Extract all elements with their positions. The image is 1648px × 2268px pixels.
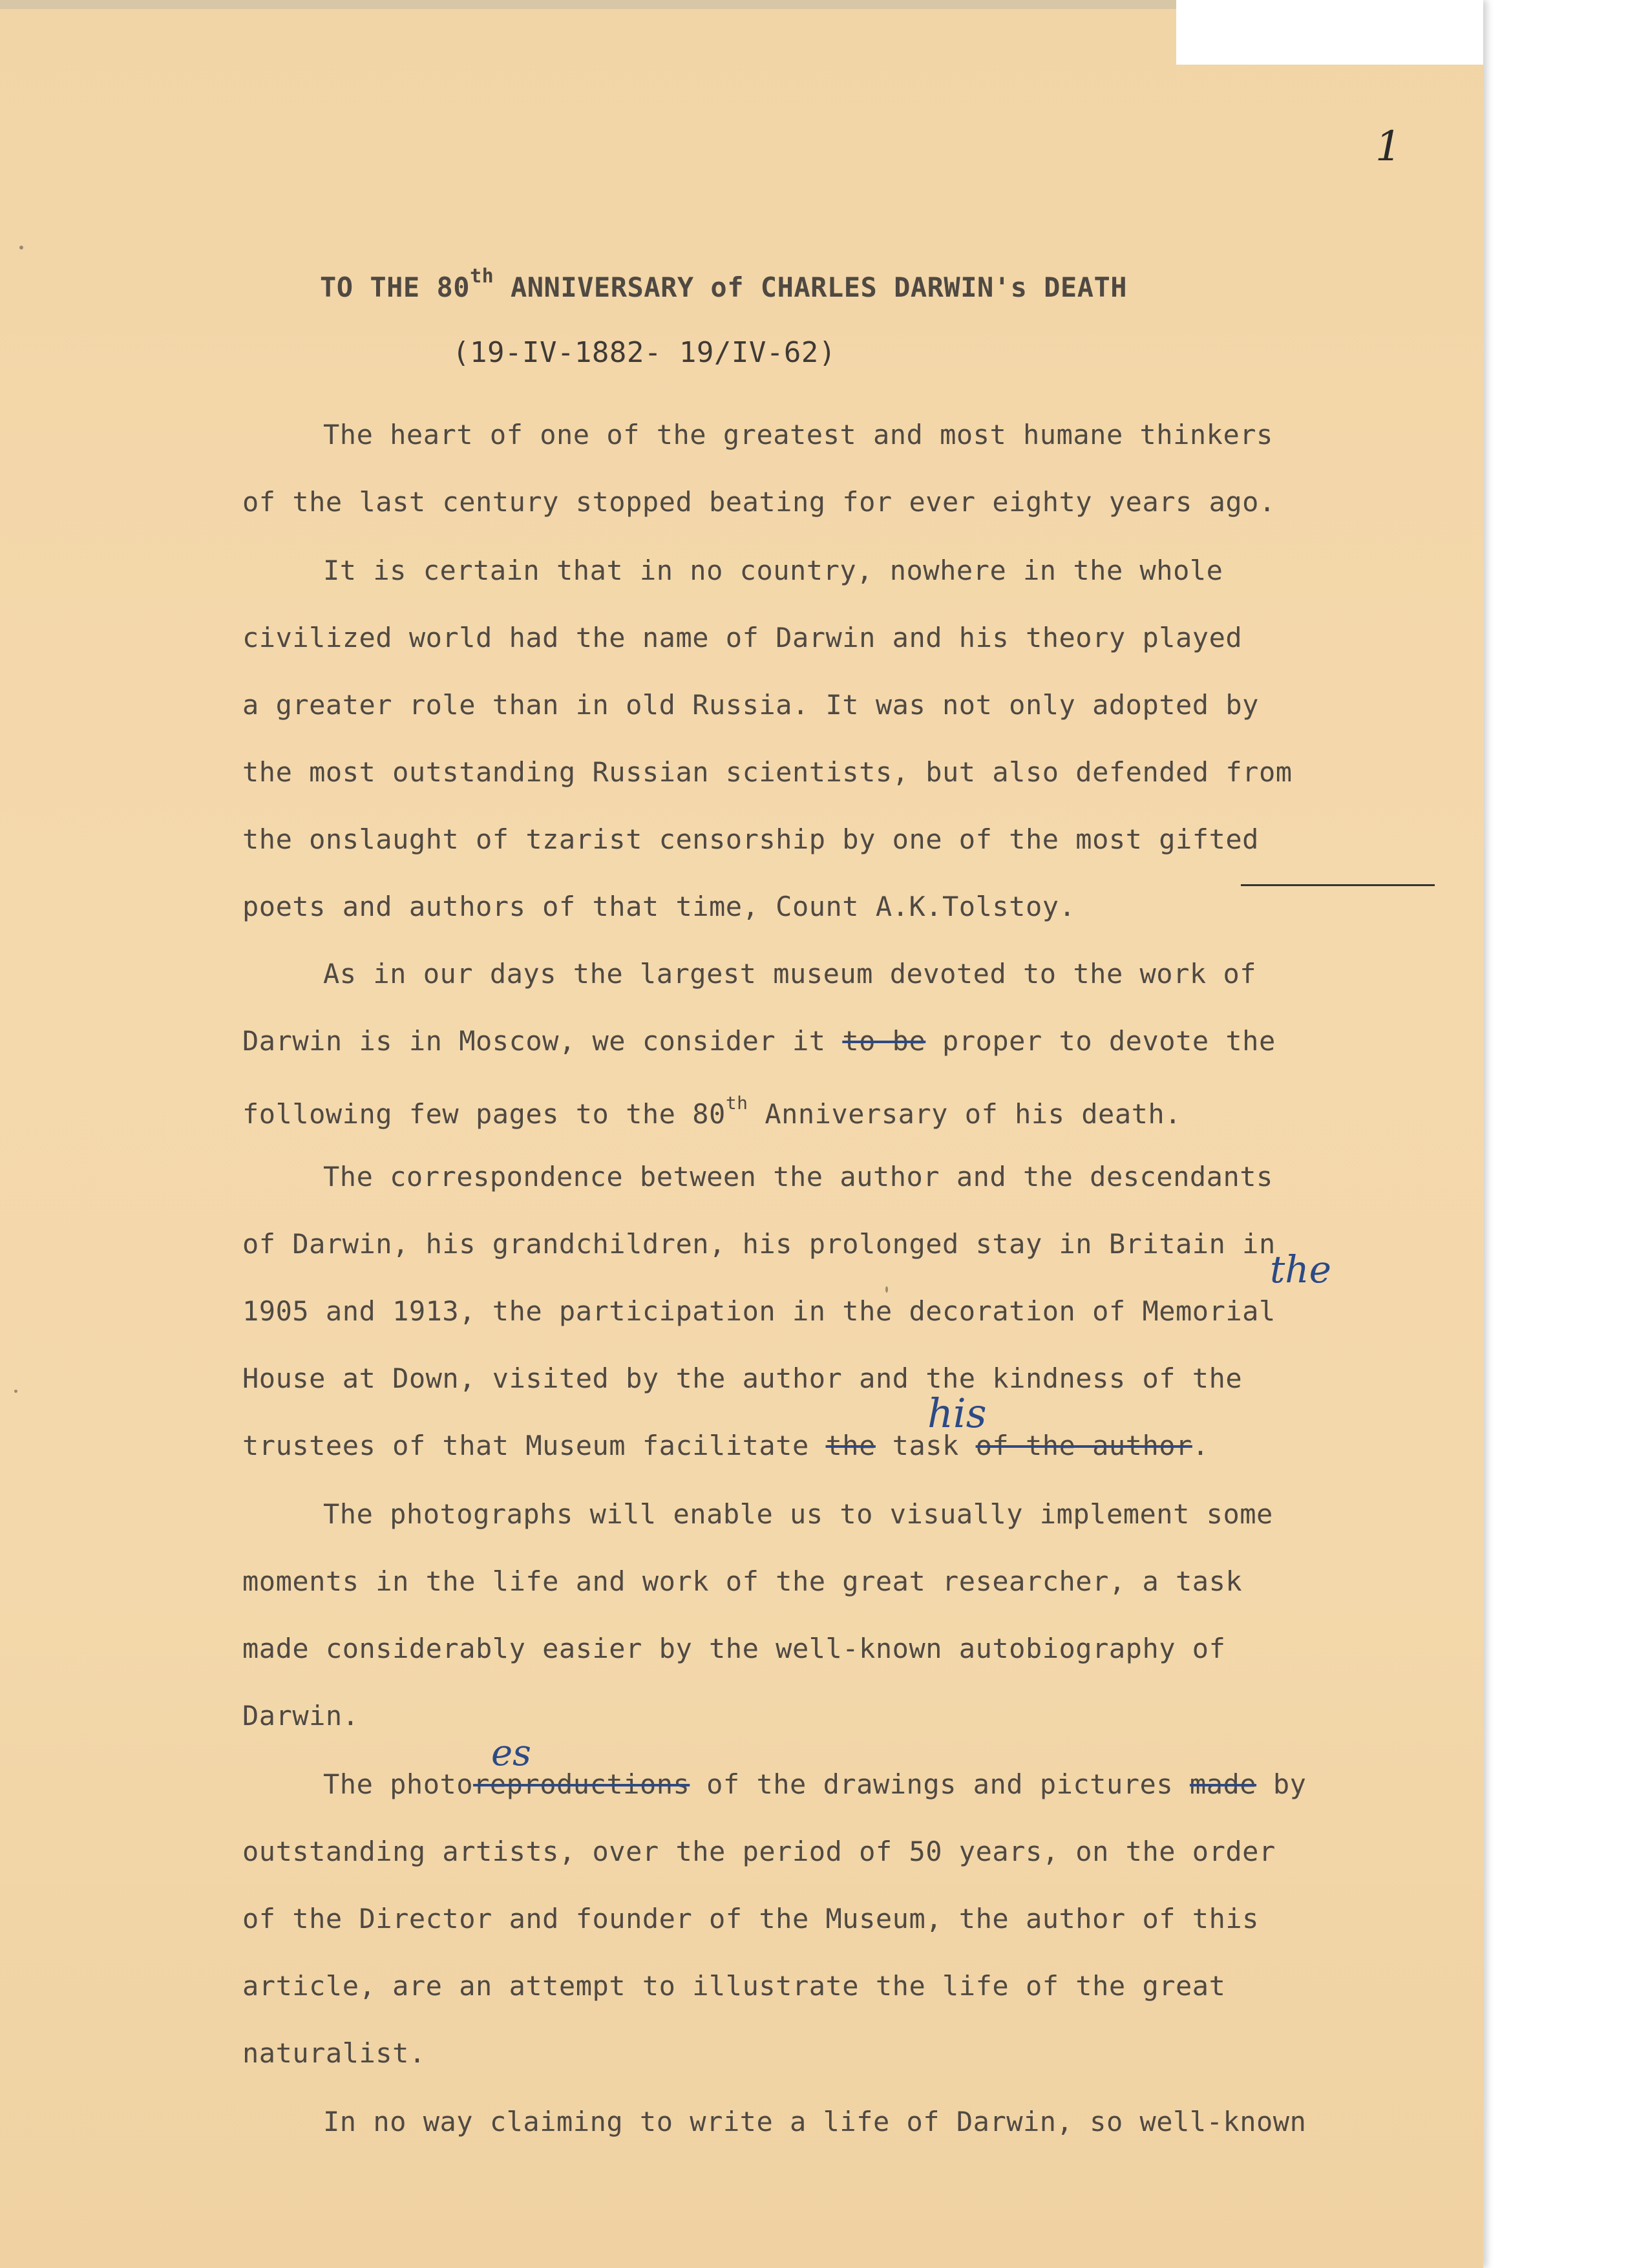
- paper-speck: [19, 246, 23, 249]
- line-moscow-before: Darwin is in Moscow, we consider it: [242, 1025, 843, 1057]
- body-line-15: House at Down, visited by the author and the kindness of the: [242, 1362, 1243, 1394]
- body-line-24: article, are an attempt to illustrate the life of the great: [242, 1970, 1226, 2002]
- body-line-17: The photographs will enable us to visually implement some: [323, 1498, 1273, 1530]
- struck-to-be: to be: [842, 1025, 926, 1057]
- struck-reproductions: reproductions: [473, 1768, 690, 1800]
- paper-speck: [14, 1390, 17, 1393]
- body-line-13: of Darwin, his grandchildren, his prolonged stay in Britain in: [242, 1228, 1276, 1260]
- line-following-after: Anniversary of his death.: [748, 1098, 1181, 1130]
- title-after-sup: ANNIVERSARY of CHARLES DARWIN's DEATH: [494, 271, 1128, 303]
- line-trustees-after: .: [1192, 1430, 1209, 1461]
- handwritten-the: the: [1270, 1247, 1331, 1291]
- line-photo-before: The photo: [323, 1768, 474, 1800]
- body-line-21: [323, 1768, 1306, 1800]
- body-line-9: As in our days the largest museum devoted to the work of: [323, 958, 1257, 990]
- body-line-7: the onslaught of tzarist censorship by one of the most gifted: [242, 823, 1259, 855]
- line-1905-before: 1905 and 1913, the participation in the decoration of: [242, 1295, 1143, 1327]
- struck-of-the-author: of the author: [975, 1430, 1192, 1461]
- line-photo-middle: of the drawings and pictures: [690, 1768, 1190, 1800]
- document-title: [320, 265, 1127, 303]
- page-number: 1: [1375, 123, 1402, 171]
- line-photo-after: by: [1256, 1768, 1307, 1800]
- body-line-18: moments in the life and work of the great researcher, a task: [242, 1565, 1243, 1597]
- body-line-25: naturalist.: [242, 2037, 426, 2069]
- body-line-22: outstanding artists, over the period of 50 years, on the order: [242, 1836, 1276, 1867]
- body-line-8: poets and authors of that time, Count A.K.Tolstoy.: [242, 891, 1076, 922]
- body-line-23: of the Director and founder of the Museum, the author of this: [242, 1903, 1259, 1934]
- line-following-before: following few pages to the 80: [242, 1098, 726, 1130]
- body-line-26: In no way claiming to write a life of Darwin, so well-known: [323, 2106, 1307, 2137]
- paper-speck: [885, 1286, 888, 1293]
- handwritten-es: es: [491, 1732, 531, 1774]
- line-trustees-middle: task: [875, 1430, 976, 1461]
- body-line-6: the most outstanding Russian scientists, but also defended from: [242, 756, 1293, 788]
- body-line-4: civilized world had the name of Darwin and his theory played: [242, 622, 1243, 653]
- body-line-3: It is certain that in no country, nowhere in the whole: [323, 555, 1223, 586]
- line-1905-after: Memorial: [1142, 1295, 1276, 1327]
- ink-underline: [1241, 884, 1435, 886]
- body-line-5: a greater role than in old Russia. It was not only adopted by: [242, 689, 1259, 721]
- body-line-10: [242, 1025, 1276, 1057]
- struck-the: the: [825, 1430, 876, 1461]
- title-sup: th: [470, 265, 494, 288]
- line-moscow-after: proper to devote the: [925, 1025, 1276, 1057]
- line-trustees-before: trustees of that Museum facilitate: [242, 1430, 826, 1461]
- body-line-19: made considerably easier by the well-known autobiography of: [242, 1633, 1226, 1664]
- handwritten-his: his: [927, 1390, 987, 1437]
- body-line-1: The heart of one of the greatest and most humane thinkers: [323, 419, 1273, 450]
- sheet-top-edge: [0, 0, 1176, 9]
- struck-made: made: [1189, 1768, 1257, 1800]
- body-line-20: Darwin.: [242, 1700, 359, 1732]
- body-line-16: [242, 1430, 1209, 1461]
- body-line-14: [242, 1295, 1276, 1327]
- sheet-top-strip: [1176, 0, 1483, 65]
- title-before-sup: TO THE 80: [320, 271, 470, 303]
- document-dates: (19-IV-1882- 19/IV-62): [452, 336, 836, 369]
- body-line-12: The correspondence between the author and the descendants: [323, 1161, 1273, 1192]
- body-line-2: of the last century stopped beating for ever eighty years ago.: [242, 486, 1276, 518]
- line-following-sup: th: [725, 1092, 748, 1114]
- body-line-11: [242, 1092, 1181, 1130]
